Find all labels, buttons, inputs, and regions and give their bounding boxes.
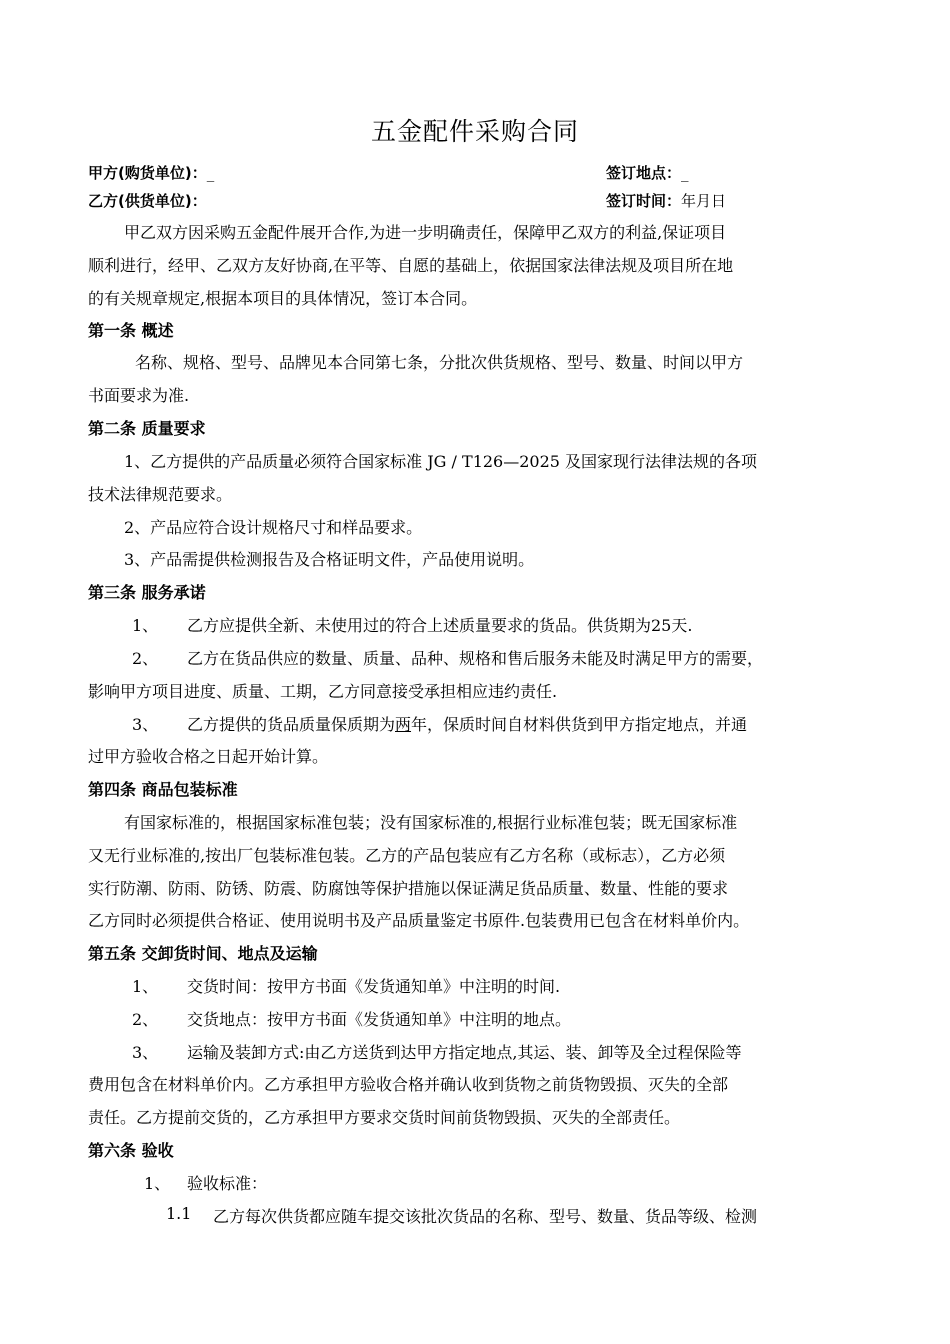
- item-number: 2、: [132, 1010, 159, 1029]
- section-heading: 第三条 服务承诺: [88, 583, 206, 602]
- item-number: 1、: [132, 977, 159, 996]
- intro-line: 甲乙双方因采购五金配件展开合作,为进一步明确责任，保障甲乙双方的利益,保证项目: [124, 223, 727, 242]
- document-title: 五金配件采购合同: [370, 117, 579, 146]
- section-line: 1、乙方提供的产品质量必须符合国家标准 JG / T126—2025 及国家现行法律法规的各项: [124, 452, 758, 471]
- section-line: 乙方同时必须提供合格证、使用说明书及产品质量鉴定书原件.包装费用已包含在材料单价内。: [88, 911, 750, 930]
- section-line: 过甲方验收合格之日起开始计算。: [88, 747, 329, 766]
- sign-time-value: 年月日: [681, 192, 727, 210]
- section-heading: 第二条 质量要求: [88, 419, 206, 438]
- section-line: 技术法律规范要求。: [88, 485, 233, 504]
- sign-place-row: [606, 162, 689, 183]
- section-heading: 第一条 概述: [88, 321, 174, 340]
- party-a-row: [88, 162, 214, 183]
- intro-line: 顺利进行，经甲、乙双方友好协商,在平等、自愿的基础上，依据国家法律法规及项目所在地: [88, 256, 734, 275]
- underlined-value: 两: [395, 715, 412, 734]
- section-heading: 第五条 交卸货时间、地点及运输: [88, 944, 318, 963]
- party-b-row: [88, 190, 207, 211]
- section-line: 乙方在货品供应的数量、质量、品种、规格和售后服务未能及时满足甲方的需要，: [187, 649, 764, 668]
- item-number: 2、: [132, 649, 159, 668]
- sign-place-label: 签订地点：: [606, 164, 682, 182]
- section-line: 乙方每次供货都应随车提交该批次货品的名称、型号、数量、货品等级、检测: [213, 1207, 758, 1226]
- section-line: 交货地点：按甲方书面《发货通知单》中注明的地点。: [187, 1010, 572, 1029]
- section-line: 书面要求为准.: [88, 386, 190, 405]
- item-number: 1.1: [166, 1204, 192, 1223]
- section-line: 名称、规格、型号、品牌见本合同第七条，分批次供货规格、型号、数量、时间以甲方: [135, 353, 744, 372]
- section-line: 交货时间：按甲方书面《发货通知单》中注明的时间.: [187, 977, 561, 996]
- section-line: 乙方应提供全新、未使用过的符合上述质量要求的货品。供货期为25天.: [187, 616, 693, 635]
- text-run: 年，保质时间自材料供货到甲方指定地点，并通: [411, 715, 748, 734]
- section-heading: 第六条 验收: [88, 1141, 174, 1160]
- section-line: 运输及装卸方式:由乙方送货到达甲方指定地点,其运、装、卸等及全过程保险等: [187, 1043, 742, 1062]
- party-a-value: _: [206, 164, 215, 182]
- sign-time-row: [606, 190, 726, 211]
- section-line: 实行防潮、防雨、防锈、防震、防腐蚀等保护措施以保证满足货品质量、数量、性能的要求: [88, 879, 729, 898]
- item-number: 3、: [132, 1043, 159, 1062]
- section-line: 2、产品应符合设计规格尺寸和样品要求。: [124, 518, 423, 537]
- sign-place-value: _: [681, 164, 689, 182]
- section-line: 费用包含在材料单价内。乙方承担甲方验收合格并确认收到货物之前货物毁损、灭失的全部: [88, 1075, 729, 1094]
- party-a-label: 甲方(购货单位)：: [88, 164, 207, 182]
- section-line: 影响甲方项目进度、质量、工期，乙方同意接受承担相应违约责任.: [88, 682, 558, 701]
- item-number: 3、: [132, 715, 159, 734]
- section-line: 责任。乙方提前交货的，乙方承担甲方要求交货时间前货物毁损、灭失的全部责任。: [88, 1108, 681, 1127]
- text-run: 乙方提供的货品质量保质期为: [187, 715, 396, 734]
- section-heading: 第四条 商品包装标准: [88, 780, 238, 799]
- intro-line: 的有关规章规定,根据本项目的具体情况，签订本合同。: [88, 289, 478, 308]
- item-number: 1、: [144, 1174, 171, 1193]
- section-line: [187, 712, 747, 735]
- section-line: 3、产品需提供检测报告及合格证明文件，产品使用说明。: [124, 550, 535, 569]
- sign-time-label: 签订时间：: [606, 192, 682, 210]
- party-b-label: 乙方(供货单位)：: [88, 192, 207, 210]
- item-number: 1、: [132, 616, 159, 635]
- section-line: 又无行业标准的,按出厂包装标准包装。乙方的产品包装应有乙方名称（或标志），乙方必须: [88, 846, 726, 865]
- section-line: 验收标准：: [187, 1174, 268, 1193]
- section-line: 有国家标准的，根据国家标准包装；没有国家标准的,根据行业标准包装；既无国家标准: [124, 813, 738, 832]
